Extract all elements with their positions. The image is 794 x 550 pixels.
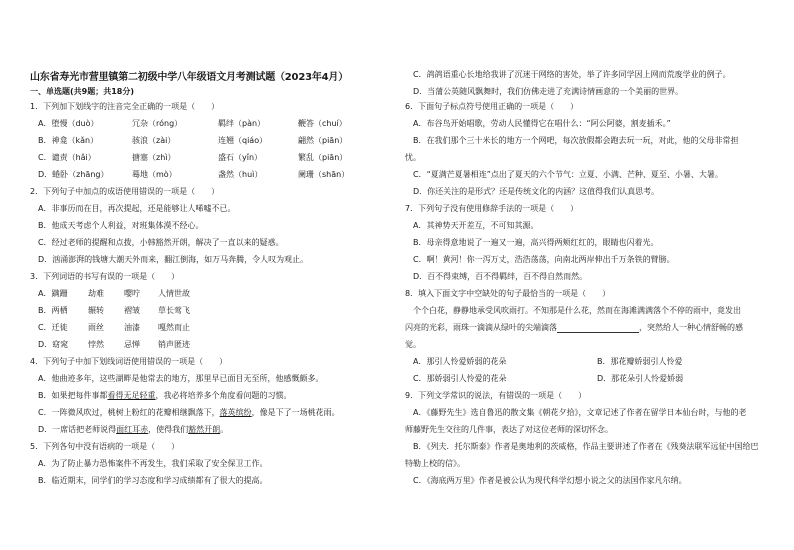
q4-option-a: A．他曲迹多年，这些湖畔是他常去的地方，那里早已面目无至所，他感慨颇多。 xyxy=(38,374,324,383)
q4-option-d xyxy=(38,424,228,435)
q1-b1: B．神龛（kǎn） xyxy=(38,136,99,145)
q1-stem: 1．下列加下划线字的注音完全正确的一项是（ ） xyxy=(30,102,220,111)
q8-option-a: A．那引人怜爱娇弱的花朵 xyxy=(413,357,507,366)
q2-option-d: D．汹涌澎湃的钱塘大潮天外而来，翻江倒海，如万马奔腾，令人叹为观止。 xyxy=(38,255,309,264)
q3-c4: 嘎然而止 xyxy=(158,323,190,332)
q3-a2: 劫难 xyxy=(88,289,104,298)
q3-a4: 人情世故 xyxy=(158,289,190,298)
q4-d-post: 。 xyxy=(220,425,229,434)
q2-option-a: A．非事历而在目，再次提起，还是能够让人唏嘘不已。 xyxy=(38,204,236,213)
q1-c3: 盛石（yǐn） xyxy=(218,153,263,162)
q3-d3: 忌惮 xyxy=(124,340,140,349)
q3-d4: 销声匿迹 xyxy=(158,340,190,349)
q1-a4: 鞭答（chuí） xyxy=(298,119,347,128)
q5-option-a: A．为了防止暴力恐怖案件不再发生，我们采取了安全保卫工作。 xyxy=(38,459,268,468)
q1-d3: 盏然（huì） xyxy=(218,170,263,179)
q3-stem: 3．下列词语的书写有误的一项是（ ） xyxy=(30,272,180,281)
q8-answer-blank xyxy=(557,324,639,333)
q1-c2: 搪塞（zhì） xyxy=(132,153,176,162)
q9-option-b-line2: 特勒上校的信》。 xyxy=(405,459,465,468)
q7-option-a: A．其神势天开差互，不可知其源。 xyxy=(413,221,539,230)
q3-a3: 嘤咛 xyxy=(124,289,140,298)
q8-option-d: D．那花朵引人怜爱娇弱 xyxy=(597,374,684,383)
q1-b3: 连翘（qiáo） xyxy=(218,136,268,145)
q4-b-underlined: 看得无足轻重 xyxy=(107,391,156,400)
q5-option-b: B．临近期末，同学们的学习态度和学习成绩都有了很大的提高。 xyxy=(38,476,268,485)
q8-p2-pre: 闪亮的光彩，雨珠一滴滴从绿叶的尖端滴落 xyxy=(405,323,557,332)
q3-b4: 草长莺飞 xyxy=(158,306,190,315)
q3-c3: 油漆 xyxy=(124,323,140,332)
q5-option-c: C．鸽鸽语重心长地给我讲了沉迷于网络的害处，举了许多同学因上网而荒废学业的例子。 xyxy=(413,70,731,79)
section-heading: 一、单选题(共9题；共18分) xyxy=(30,87,135,96)
q4-d-mid: ，使得我们 xyxy=(148,425,189,434)
q4-c-post: ，像是下了一场桃花雨。 xyxy=(251,408,340,417)
q4-d-underlined: 面红耳赤 xyxy=(116,425,149,434)
q5-stem: 5．下列各句中没有语病的一项是（ ） xyxy=(30,442,180,451)
q1-b2: 骇浪（zài） xyxy=(132,136,176,145)
q6-option-b-line1: B．在我们那个三十米长的地方一个网吧，每次放假都会跑去玩一玩，对此，他的父母非常担 xyxy=(413,136,739,145)
q9-option-c: C．《海底两万里》作者是被公认为现代科学幻想小说之父的法国作家凡尔纳。 xyxy=(413,476,687,485)
q5-option-d: D．当蒲公英随风飘舞时，我们仿佛走进了充满诗情画意的一个美丽的世界。 xyxy=(413,87,684,96)
q1-a1: A．堕慢（duò） xyxy=(38,119,99,128)
q1-d4: 阑珊（shān） xyxy=(298,170,350,179)
q3-b3: 褶皱 xyxy=(124,306,140,315)
q1-d1: D．蜷卧（zhāng） xyxy=(38,170,109,179)
q6-option-b-line2: 忧。 xyxy=(405,153,421,162)
q3-c1: C．迁徙 xyxy=(38,323,68,332)
q4-option-c xyxy=(38,407,340,418)
q8-p2-post: ，突然给人一种心情舒畅的感 xyxy=(639,323,743,332)
q7-option-c: C．啊！黄河！你一泻万丈，浩浩荡荡，向南北两岸伸出千万条铁的臂膀。 xyxy=(413,255,675,264)
q4-d-underlined-2: 豁然开朗 xyxy=(188,425,221,434)
q3-d1: D．窈窕 xyxy=(38,340,69,349)
q4-option-b xyxy=(38,390,292,401)
q9-stem: 9．下列文学常识的说法，有错误的一项是（ ） xyxy=(405,391,587,400)
q7-option-b: B．母亲得意地说了一遍又一遍，高兴得两颊红红的，眼睛也闪着光。 xyxy=(413,238,659,247)
q6-option-d: D．你还关注的是形式？还是传统文化的内涵？这值得我们认真思考。 xyxy=(413,187,660,196)
q1-c1: C．谴责（hǎi） xyxy=(38,153,96,162)
q8-stem: 8．填入下面文字中空缺处的句子最恰当的一项是（ ） xyxy=(405,289,611,298)
q9-option-b-line1: B．《列夫．托尔斯泰》作者是奥地利的茨威格，作品主要讲述了作者在《残葵法联军远征中国给巴 xyxy=(413,442,759,451)
q1-a3: 羁绊（pàn） xyxy=(218,119,266,128)
q6-option-a: A．布谷鸟开始唱歌，劳动人民懂得它在唱什么：“阿公阿婆，割麦插禾。” xyxy=(413,119,671,128)
q3-c2: 雨丝 xyxy=(88,323,104,332)
q8-passage-line3: 觉。 xyxy=(405,340,421,349)
exam-title: 山东省寿光市营里镇第二初级中学八年级语文月考测试题（2023年4月） xyxy=(30,72,348,83)
q9-option-a-line2: 师藤野先生交往的几件事，表达了对这位老师的深切怀念。 xyxy=(405,425,613,434)
q3-d2: 悖然 xyxy=(88,340,104,349)
q9-option-a-line1: A．《藤野先生》选自鲁迅的散文集《朝花夕拾》，文章记述了作者在留学日本仙台时，与他的老 xyxy=(413,408,747,417)
q3-b2: 辗转 xyxy=(88,306,104,315)
q1-d2: 蓦地（mò） xyxy=(132,170,177,179)
q8-passage-line2 xyxy=(405,322,743,333)
q2-option-c: C．经过老师的提醒和点拨，小韩豁然开朗，解决了一直以来的疑惑。 xyxy=(38,238,284,247)
q4-d-pre: D．一席话把老师说得 xyxy=(38,425,117,434)
q7-option-d: D．百不得束缚，百不得羁绊，百不得自然而然。 xyxy=(413,272,588,281)
q3-a1: A．蹒跚 xyxy=(38,289,68,298)
q6-option-c: C．“夏满芒夏暑相连”点出了夏天的六个节气：立夏、小满、芒种、夏至、小暑、大暑。 xyxy=(413,170,723,179)
q4-stem: 4．下列句子中加下划线词语使用错误的一项是（ ） xyxy=(30,357,228,366)
q2-stem: 2．下列句子中加点的成语使用错误的一项是（ ） xyxy=(30,187,220,196)
q8-option-b: B．那花瓣娇弱引人怜爱 xyxy=(597,357,683,366)
q8-option-c: C．那娇弱引人怜爱的花朵 xyxy=(413,374,507,383)
q6-stem: 6．下面句子标点符号使用正确的一项是（ ） xyxy=(405,102,579,111)
q7-stem: 7．下列句子没有使用修辞手法的一项是（ ） xyxy=(405,204,579,213)
q1-b4: 翩然（piān） xyxy=(298,136,348,145)
q4-c-underlined: 落英缤纷 xyxy=(219,408,252,417)
q1-c4: 繁乱（piān） xyxy=(298,153,348,162)
q2-option-b: B．他成天考虑个人利益，对班集体漠不经心。 xyxy=(38,221,204,230)
q4-c-pre: C．一阵微风吹过，桃树上粉红的花瓣相继飘落下， xyxy=(38,408,220,417)
q8-passage-line1: 个个白花，静静地承受风吹雨打。不知那是什么花，然而在海滩满满落个不停的雨中，竟发出 xyxy=(413,306,741,315)
q3-b1: B．两栖 xyxy=(38,306,68,315)
q4-b-post: ，我必将培养多个角度看问题的习惯。 xyxy=(155,391,292,400)
q4-b-pre: B．如果把每件事都 xyxy=(38,391,108,400)
q1-a2: 冗杂（róng） xyxy=(132,119,183,128)
